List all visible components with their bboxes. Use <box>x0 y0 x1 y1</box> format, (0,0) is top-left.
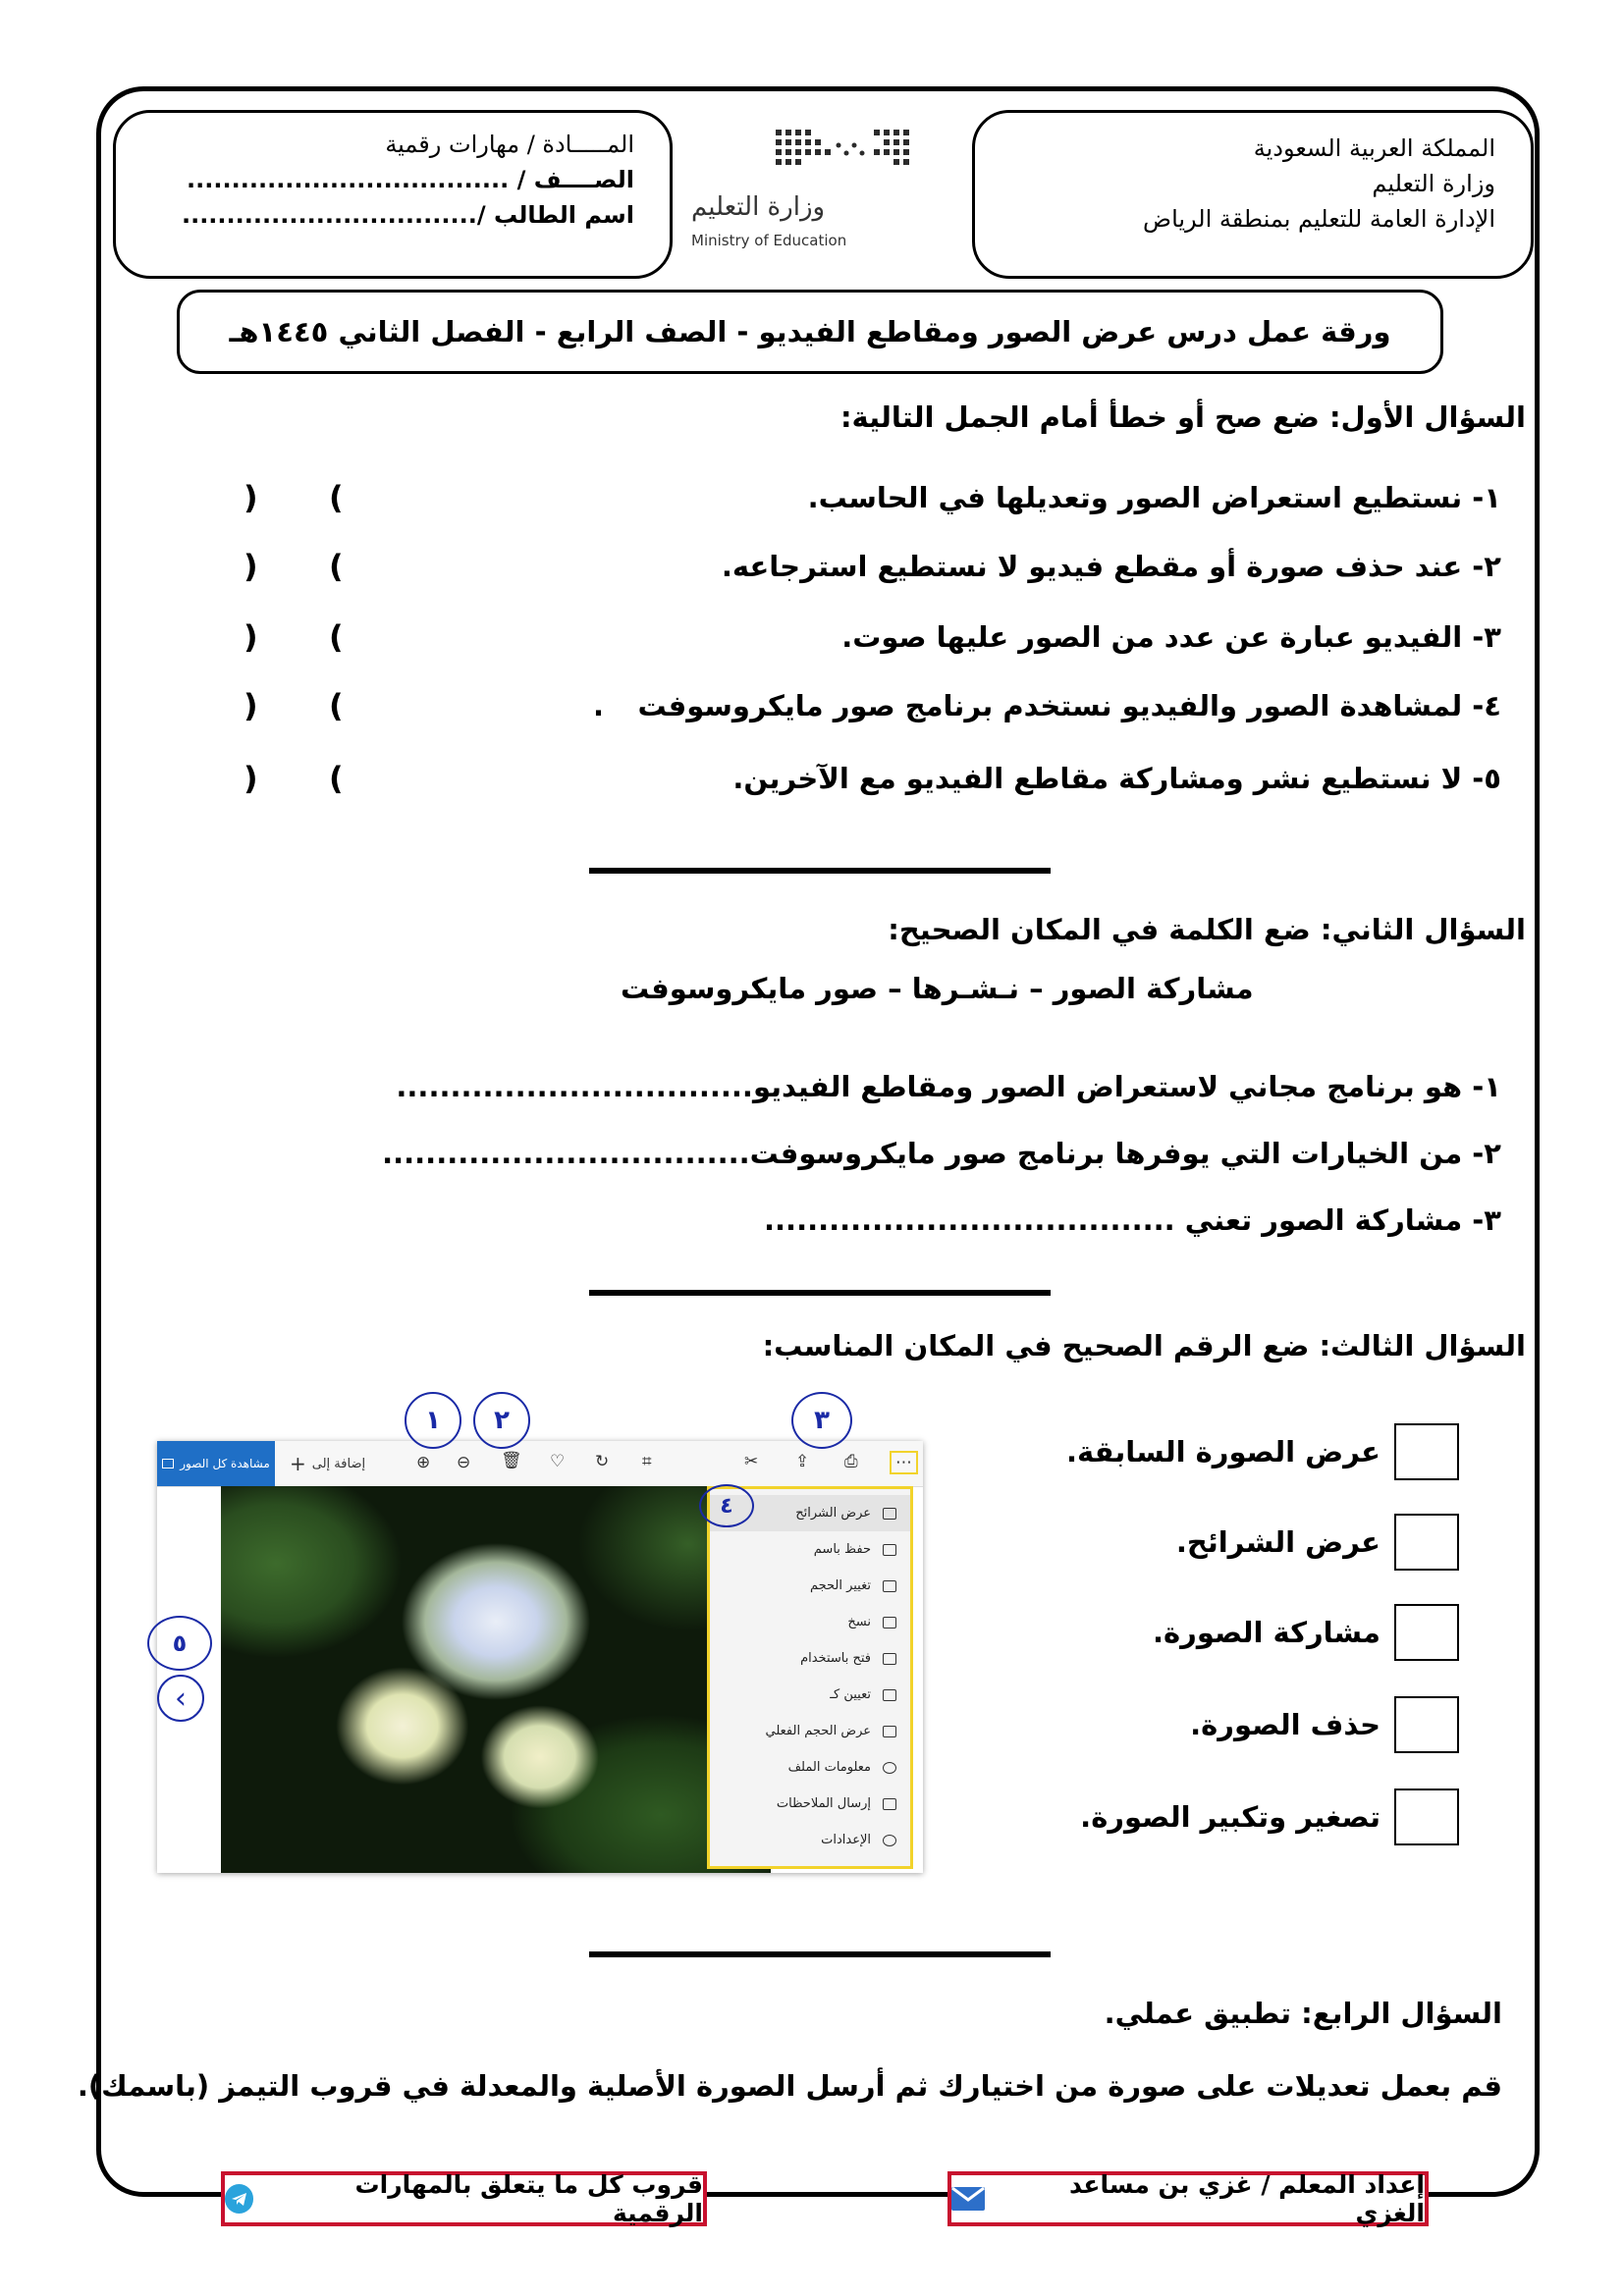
q1-answer-3-open: ( <box>329 618 344 656</box>
menu-feedback-label: إرسال الملاحظات <box>776 1796 871 1811</box>
plus-icon: + <box>290 1452 306 1475</box>
student-name-line: اسم الطالب /................................. <box>181 201 634 229</box>
slideshow-icon <box>883 1508 896 1520</box>
q2-item-3: ٣- مشاركة الصور تعني ...................................... <box>764 1203 1501 1237</box>
section-divider-2 <box>589 1290 1051 1296</box>
q1-answer-4-close: ) <box>244 687 258 724</box>
q2-word-bank: مشاركة الصور – نـشـرها – صور مايكروسوفت <box>621 972 1254 1005</box>
footer-teacher <box>947 2171 1429 2226</box>
zoom-in-icon[interactable]: ⊕ <box>416 1453 431 1472</box>
add-to-label: إضافة إلى <box>311 1456 366 1471</box>
open-with-icon <box>883 1653 896 1665</box>
copy-icon <box>883 1617 896 1629</box>
zoom-out-icon[interactable]: ⊖ <box>457 1453 471 1472</box>
edit-icon[interactable]: ✂ <box>744 1452 759 1471</box>
save-icon <box>883 1544 896 1556</box>
set-as-icon <box>883 1689 896 1701</box>
resize-icon <box>883 1580 896 1592</box>
header-student-box <box>113 110 673 279</box>
menu-save-as-label: حفظ باسم <box>813 1542 871 1557</box>
q3-heading: السؤال الثالث: ضع الرقم الصحيح في المكان المناسب: <box>762 1329 1526 1362</box>
grade-line: الصــــف / .................................... <box>187 166 634 193</box>
photos-app-screenshot <box>157 1441 923 1873</box>
email-icon <box>951 2187 985 2211</box>
crop-icon[interactable]: ⌗ <box>642 1452 652 1471</box>
menu-copy[interactable] <box>710 1604 910 1640</box>
feedback-icon <box>883 1798 896 1810</box>
q3-option-5: تصغير وتكبير الصورة. <box>1080 1800 1380 1834</box>
menu-actual-size[interactable] <box>710 1713 910 1749</box>
q2-item-2: ٢- من الخيارات التي يوفرها برنامج صور مايكروسوفت.................................. <box>382 1137 1501 1170</box>
group-link[interactable]: قروب كل ما يتعلق بالمهارات الرقمية <box>354 2170 703 2227</box>
rotate-icon[interactable]: ↻ <box>595 1452 610 1471</box>
more-icon[interactable]: ⋯ <box>890 1451 918 1474</box>
q1-answer-2-close: ) <box>244 548 258 585</box>
settings-icon <box>883 1835 896 1846</box>
q1-answer-2-open: ( <box>329 548 344 585</box>
q3-option-1: عرض الصورة السابقة. <box>1065 1435 1380 1468</box>
q2-heading: السؤال الثاني: ضع الكلمة في المكان الصحيح: <box>888 913 1526 946</box>
header-country: المملكة العربية السعودية <box>1253 134 1495 162</box>
q1-answer-3-close: ) <box>244 618 258 656</box>
marker-1: ١ <box>405 1392 461 1449</box>
menu-file-info[interactable] <box>710 1749 910 1786</box>
ministry-logo <box>687 120 943 257</box>
info-icon <box>883 1762 896 1774</box>
menu-file-info-label: معلومات الملف <box>787 1760 871 1775</box>
q4-heading: السؤال الرابع: تطبيق عملي. <box>1104 1997 1502 2030</box>
q1-answer-5-close: ) <box>244 760 258 797</box>
teacher-credit: إعداد المعلم / غزي بن مساعد الغزي <box>1068 2170 1425 2227</box>
menu-open-with-label: فتح باستخدام <box>800 1651 871 1666</box>
print-icon[interactable]: ⎙ <box>844 1452 858 1471</box>
q2-item-1: ١- هو برنامج مجاني لاستعراض الصور ومقاطع الفيديو................................. <box>396 1070 1501 1103</box>
header-ministry-box <box>972 110 1534 279</box>
q1-item-5: ٥- لا نستطيع نشر ومشاركة مقاطع الفيديو مع الآخرين. <box>732 762 1501 795</box>
q3-answer-box-3[interactable] <box>1394 1604 1459 1661</box>
q1-answer-4-open: ( <box>329 687 344 724</box>
q1-item-4: ٤- لمشاهدة الصور والفيديو نستخدم برنامج صور مايكروسوفت <box>637 689 1501 722</box>
marker-3: ٣ <box>791 1392 852 1449</box>
actual-size-icon <box>883 1726 896 1737</box>
delete-icon[interactable]: 🗑 <box>501 1451 522 1470</box>
q1-item-4-dot: . <box>593 689 605 722</box>
view-all-photos-button[interactable] <box>157 1441 275 1486</box>
q1-heading: السؤال الأول: ضع صح أو خطأ أمام الجمل التالية: <box>839 400 1526 434</box>
menu-slideshow-label: عرض الشرائح <box>795 1506 871 1521</box>
photo-context-menu <box>707 1486 913 1869</box>
section-divider-3 <box>589 1951 1051 1957</box>
q1-item-3: ٣- الفيديو عبارة عن عدد من الصور عليها صوت. <box>841 620 1501 654</box>
footer-group <box>221 2171 707 2226</box>
telegram-icon <box>225 2184 253 2214</box>
q3-answer-box-5[interactable] <box>1394 1789 1459 1845</box>
menu-open-with[interactable] <box>710 1640 910 1677</box>
q1-item-2: ٢- عند حذف صورة أو مقطع فيديو لا نستطيع استرجاعه. <box>721 550 1501 583</box>
subject-line: المـــــادة / مهارات رقمية <box>385 131 634 158</box>
worksheet-title: ورقة عمل درس عرض الصور ومقاطع الفيديو - الصف الرابع - الفصل الثاني ١٤٤٥هـ <box>177 290 1443 374</box>
header-ministry: وزارة التعليم <box>1372 170 1495 197</box>
menu-set-as[interactable] <box>710 1677 910 1713</box>
menu-resize[interactable] <box>710 1568 910 1604</box>
q1-item-1: ١- نستطيع استعراض الصور وتعديلها في الحاسب. <box>807 481 1501 514</box>
q4-text: قم بعمل تعديلات على صورة من اختيارك ثم أرسل الصورة الأصلية والمعدلة في قروب التيمز (باسمك). <box>77 2069 1502 2103</box>
marker-5: ٥ <box>147 1616 212 1671</box>
menu-save-as[interactable] <box>710 1531 910 1568</box>
photo-hydrangea <box>221 1486 771 1873</box>
previous-image-arrow-icon: ‹ <box>157 1675 204 1722</box>
share-icon[interactable]: ⇪ <box>795 1452 810 1471</box>
logo-english-text: Ministry of Education <box>691 232 847 249</box>
q3-answer-box-4[interactable] <box>1394 1696 1459 1753</box>
q3-option-3: مشاركة الصورة. <box>1152 1616 1380 1649</box>
menu-copy-label: نسخ <box>847 1615 871 1629</box>
favorite-icon[interactable]: ♡ <box>550 1452 566 1471</box>
menu-resize-label: تغيير الحجم <box>809 1578 871 1593</box>
q1-answer-1-open: ( <box>329 479 344 516</box>
logo-dots-icon <box>776 124 952 175</box>
menu-actual-size-label: عرض الحجم الفعلي <box>765 1724 871 1738</box>
add-to-button[interactable] <box>290 1441 365 1486</box>
view-all-label: مشاهدة كل الصور <box>180 1457 270 1470</box>
header-directorate: الإدارة العامة للتعليم بمنطقة الرياض <box>1143 205 1495 233</box>
q3-option-4: حذف الصورة. <box>1190 1708 1380 1741</box>
q1-answer-1-close: ) <box>244 479 258 516</box>
marker-2: ٢ <box>473 1392 530 1449</box>
q3-option-2: عرض الشرائح. <box>1175 1525 1380 1559</box>
menu-feedback[interactable] <box>710 1786 910 1822</box>
q3-answer-box-1[interactable] <box>1394 1423 1459 1480</box>
logo-arabic-text: وزارة التعليم <box>691 192 826 222</box>
q3-answer-box-2[interactable] <box>1394 1514 1459 1571</box>
menu-set-as-label: تعيين كـ <box>830 1687 871 1702</box>
gallery-icon <box>162 1459 174 1468</box>
q1-answer-5-open: ( <box>329 760 344 797</box>
menu-settings[interactable] <box>710 1822 910 1858</box>
menu-settings-label: الإعدادات <box>821 1833 871 1847</box>
section-divider-1 <box>589 868 1051 874</box>
marker-4: ٤ <box>699 1484 754 1527</box>
